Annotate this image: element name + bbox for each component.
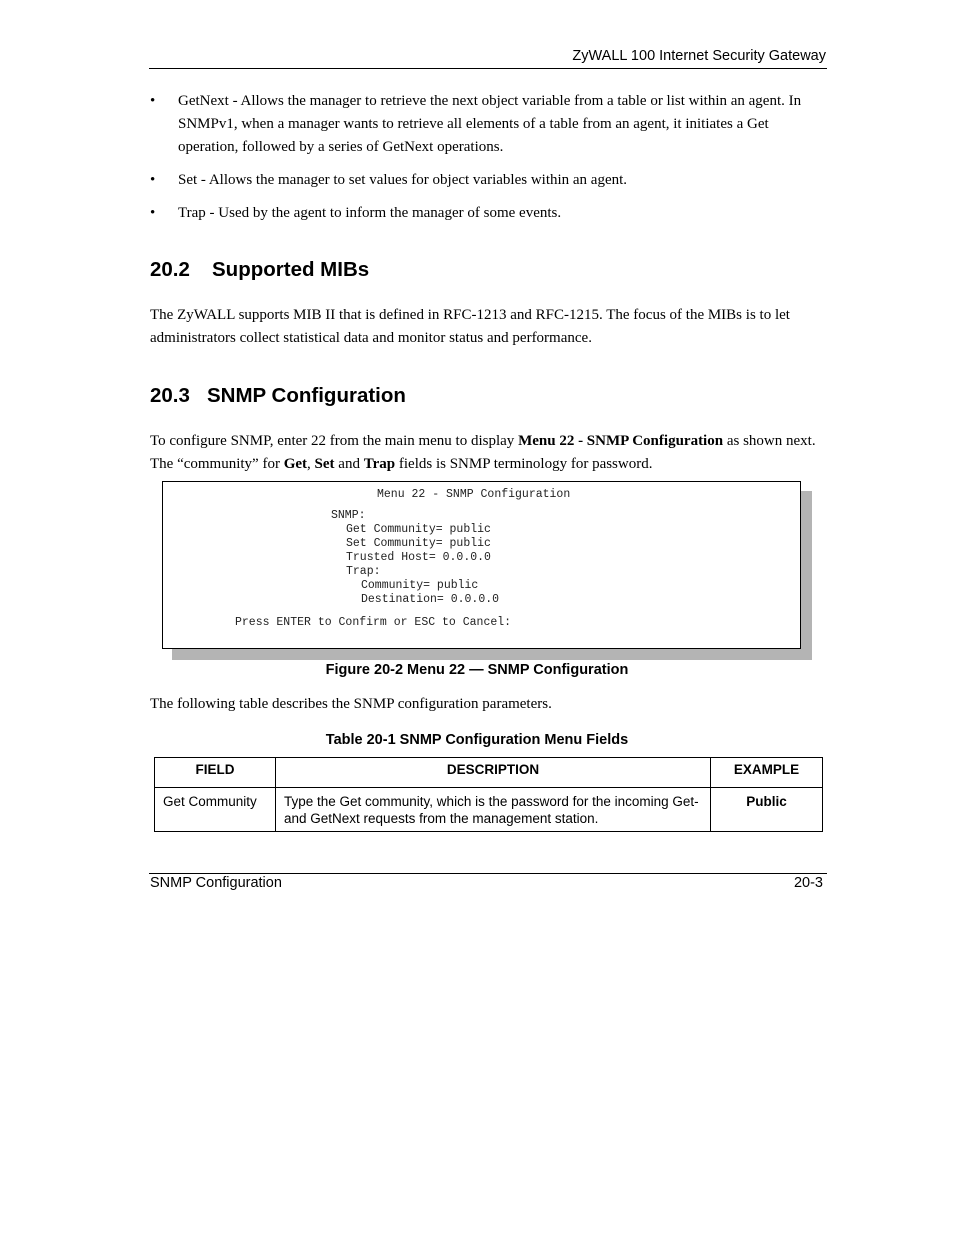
heading-supported-mibs <box>150 258 369 282</box>
column-header-field: FIELD <box>155 758 276 788</box>
column-header-example: EXAMPLE <box>711 758 823 788</box>
menu-reference: Menu 22 - SNMP Configuration <box>518 433 724 449</box>
heading-snmp-configuration <box>150 384 406 408</box>
bullet-getnext: • GetNext - Allows the manager to retrieve the next object variable from a table or list within an agent. In SNMPv1, when a manager wants to retrieve all elements of a table from an agent, it initiates a Get operation, followed by a series of GetNext operations. <box>150 90 830 159</box>
table-intro-paragraph: The following table describes the SNMP configuration parameters. <box>150 696 552 712</box>
cell-field: Get Community <box>155 788 276 832</box>
console-trap-community: Community= public <box>361 579 479 592</box>
snmp-console-screen <box>162 481 801 649</box>
snmp-fields-table <box>154 757 823 832</box>
console-get-community: Get Community= public <box>346 523 491 536</box>
section-title: Supported MIBs <box>212 258 370 281</box>
column-header-description: DESCRIPTION <box>276 758 711 788</box>
bullet-set: • Set - Allows the manager to set values for object variables within an agent. <box>150 169 830 192</box>
section-title: SNMP Configuration <box>207 384 406 407</box>
table-caption: Table 20-1 SNMP Configuration Menu Fields <box>325 732 629 748</box>
footer-chapter: SNMP Configuration <box>150 875 282 891</box>
footer-page-number: 20-3 <box>793 875 823 891</box>
cell-description: Type the Get community, which is the password for the incoming Get- and GetNext requests from the management station. <box>276 788 711 832</box>
console-set-community: Set Community= public <box>346 537 491 550</box>
snmp-intro-paragraph: To configure SNMP, enter 22 from the main menu to display Menu 22 - SNMP Configuration as shown next. The “community” for Get, Set and Trap fields is SNMP terminology for password. <box>150 433 816 472</box>
console-trap-destination: Destination= 0.0.0.0 <box>361 593 500 606</box>
console-menu-title: Menu 22 - SNMP Configuration <box>377 488 571 501</box>
footer-rule <box>149 873 827 874</box>
bullet-trap: • Trap - Used by the agent to inform the manager of some events. <box>150 202 830 225</box>
figure-caption: Figure 20-2 Menu 22 — SNMP Configuration <box>325 662 629 678</box>
cell-example: Public <box>711 788 823 832</box>
header-rule <box>149 68 827 69</box>
console-trap-label: Trap: <box>346 565 381 578</box>
snmp-operations-list <box>150 90 830 235</box>
console-trusted-host: Trusted Host= 0.0.0.0 <box>346 551 491 564</box>
running-header: ZyWALL 100 Internet Security Gateway <box>572 48 826 64</box>
table-row <box>155 788 823 832</box>
section-number: 20.3 <box>150 384 190 407</box>
section-number: 20.2 <box>150 258 190 281</box>
table-header-row <box>155 758 823 788</box>
mibs-paragraph: The ZyWALL supports MIB II that is defined in RFC-1213 and RFC-1215. The focus of the MIBs is to let administrators collect statistical data and monitor status and performance. <box>150 307 790 346</box>
console-prompt: Press ENTER to Confirm or ESC to Cancel: <box>235 616 512 629</box>
console-snmp-label: SNMP: <box>331 509 366 522</box>
